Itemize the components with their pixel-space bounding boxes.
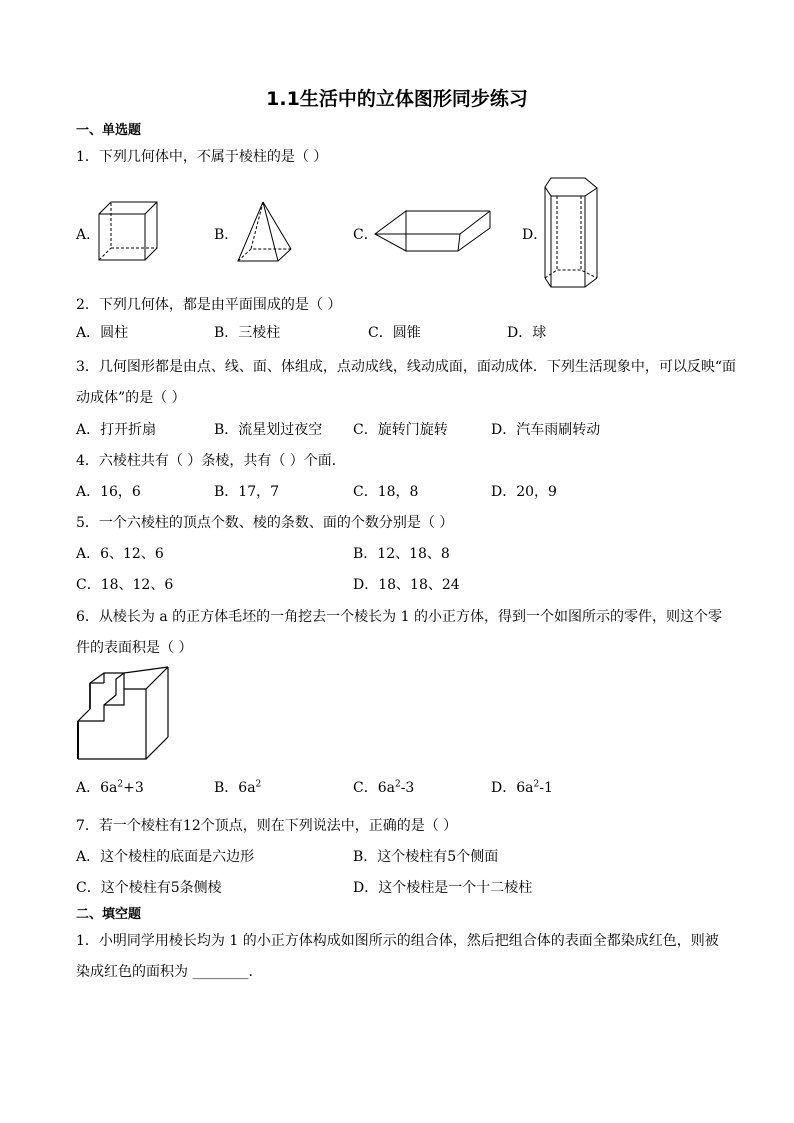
q2-option-b: B．三棱柱 bbox=[214, 325, 281, 341]
question-6-stem-line1: 6．从棱长为 a 的正方体毛坯的一角挖去一个棱长为 1 的小正方体，得到一个如图所示的零件，则这个零 bbox=[76, 609, 722, 625]
q2-option-c: C．圆锥 bbox=[368, 325, 421, 341]
q5-option-a: A．6、12、6 bbox=[76, 546, 164, 562]
q4-option-d: D．20，9 bbox=[491, 484, 557, 500]
q5-option-d: D．18、18、24 bbox=[353, 577, 460, 593]
q7-option-a: A．这个棱柱的底面是六边形 bbox=[76, 849, 255, 865]
q4-option-b: B．17，7 bbox=[214, 484, 280, 500]
fill-question-1-line1: 1．小明同学用棱长均为 1 的小正方体构成如图所示的组合体，然后把组合体的表面全都染成红色，则被 bbox=[76, 933, 719, 949]
question-3-stem-line1: 3．几何图形都是由点、线、面、体组成，点动成线，线动成面，面动成体．下列生活现象中，可以反映“面 bbox=[76, 359, 737, 375]
q4-option-a: A．16，6 bbox=[76, 484, 141, 500]
cube-icon bbox=[96, 199, 162, 265]
q1-option-c-label: C． bbox=[353, 227, 378, 243]
q3-option-d: D．汽车雨刷转动 bbox=[491, 422, 601, 438]
q1-option-d-label: D． bbox=[522, 227, 548, 243]
section-heading-fill-in: 二、填空题 bbox=[76, 907, 142, 922]
hexagonal-prism-icon bbox=[541, 174, 601, 292]
q4-option-c: C．18，8 bbox=[353, 484, 419, 500]
pyramid-icon bbox=[234, 199, 296, 265]
question-2-stem: 2．下列几何体，都是由平面围成的是（ ） bbox=[76, 297, 342, 313]
page-title: 1.1生活中的立体图形同步练习 bbox=[266, 88, 528, 110]
q2-option-d: D．球 bbox=[507, 325, 547, 341]
q6-option-c: C．$6a^2-3$ bbox=[353, 779, 415, 796]
question-1-stem: 1．下列几何体中，不属于棱柱的是（ ） bbox=[76, 149, 328, 165]
question-4-stem: 4．六棱柱共有（ ）条棱，共有（ ）个面． bbox=[76, 453, 346, 469]
question-7-stem: 7．若一个棱柱有12个顶点，则在下列说法中，正确的是（ ） bbox=[76, 818, 458, 834]
q5-option-c: C．18、12、6 bbox=[76, 577, 174, 593]
q7-option-c: C．这个棱柱有5条侧棱 bbox=[76, 880, 222, 896]
notched-cube-icon bbox=[74, 663, 174, 763]
fill-question-1-line2: 染成红色的面积为 ________. bbox=[76, 964, 253, 980]
q1-option-a-label: A． bbox=[76, 227, 101, 243]
triangular-prism-icon bbox=[372, 208, 494, 256]
question-3-stem-line2: 动成体”的是（ ） bbox=[76, 390, 186, 406]
section-heading-single-choice: 一、单选题 bbox=[76, 123, 142, 138]
q6-option-a: A．$6a^2+3$ bbox=[76, 779, 144, 796]
q7-option-d: D．这个棱柱是一个十二棱柱 bbox=[353, 880, 533, 896]
question-5-stem: 5．一个六棱柱的顶点个数、棱的条数、面的个数分别是（ ） bbox=[76, 515, 454, 531]
q2-option-a: A．圆柱 bbox=[76, 325, 129, 341]
q6-option-b: B．$6a^2$ bbox=[214, 779, 262, 796]
q7-option-b: B．这个棱柱有5个侧面 bbox=[353, 849, 499, 865]
question-6-stem-line2: 件的表面积是（ ） bbox=[76, 640, 193, 656]
q1-option-b-label: B． bbox=[214, 227, 239, 243]
q3-option-c: C．旋转门旋转 bbox=[353, 422, 448, 438]
q6-option-d: D．$6a^2-1$ bbox=[491, 779, 553, 796]
q3-option-a: A．打开折扇 bbox=[76, 422, 157, 438]
q3-option-b: B．流星划过夜空 bbox=[214, 422, 323, 438]
q5-option-b: B．12、18、8 bbox=[353, 546, 450, 562]
